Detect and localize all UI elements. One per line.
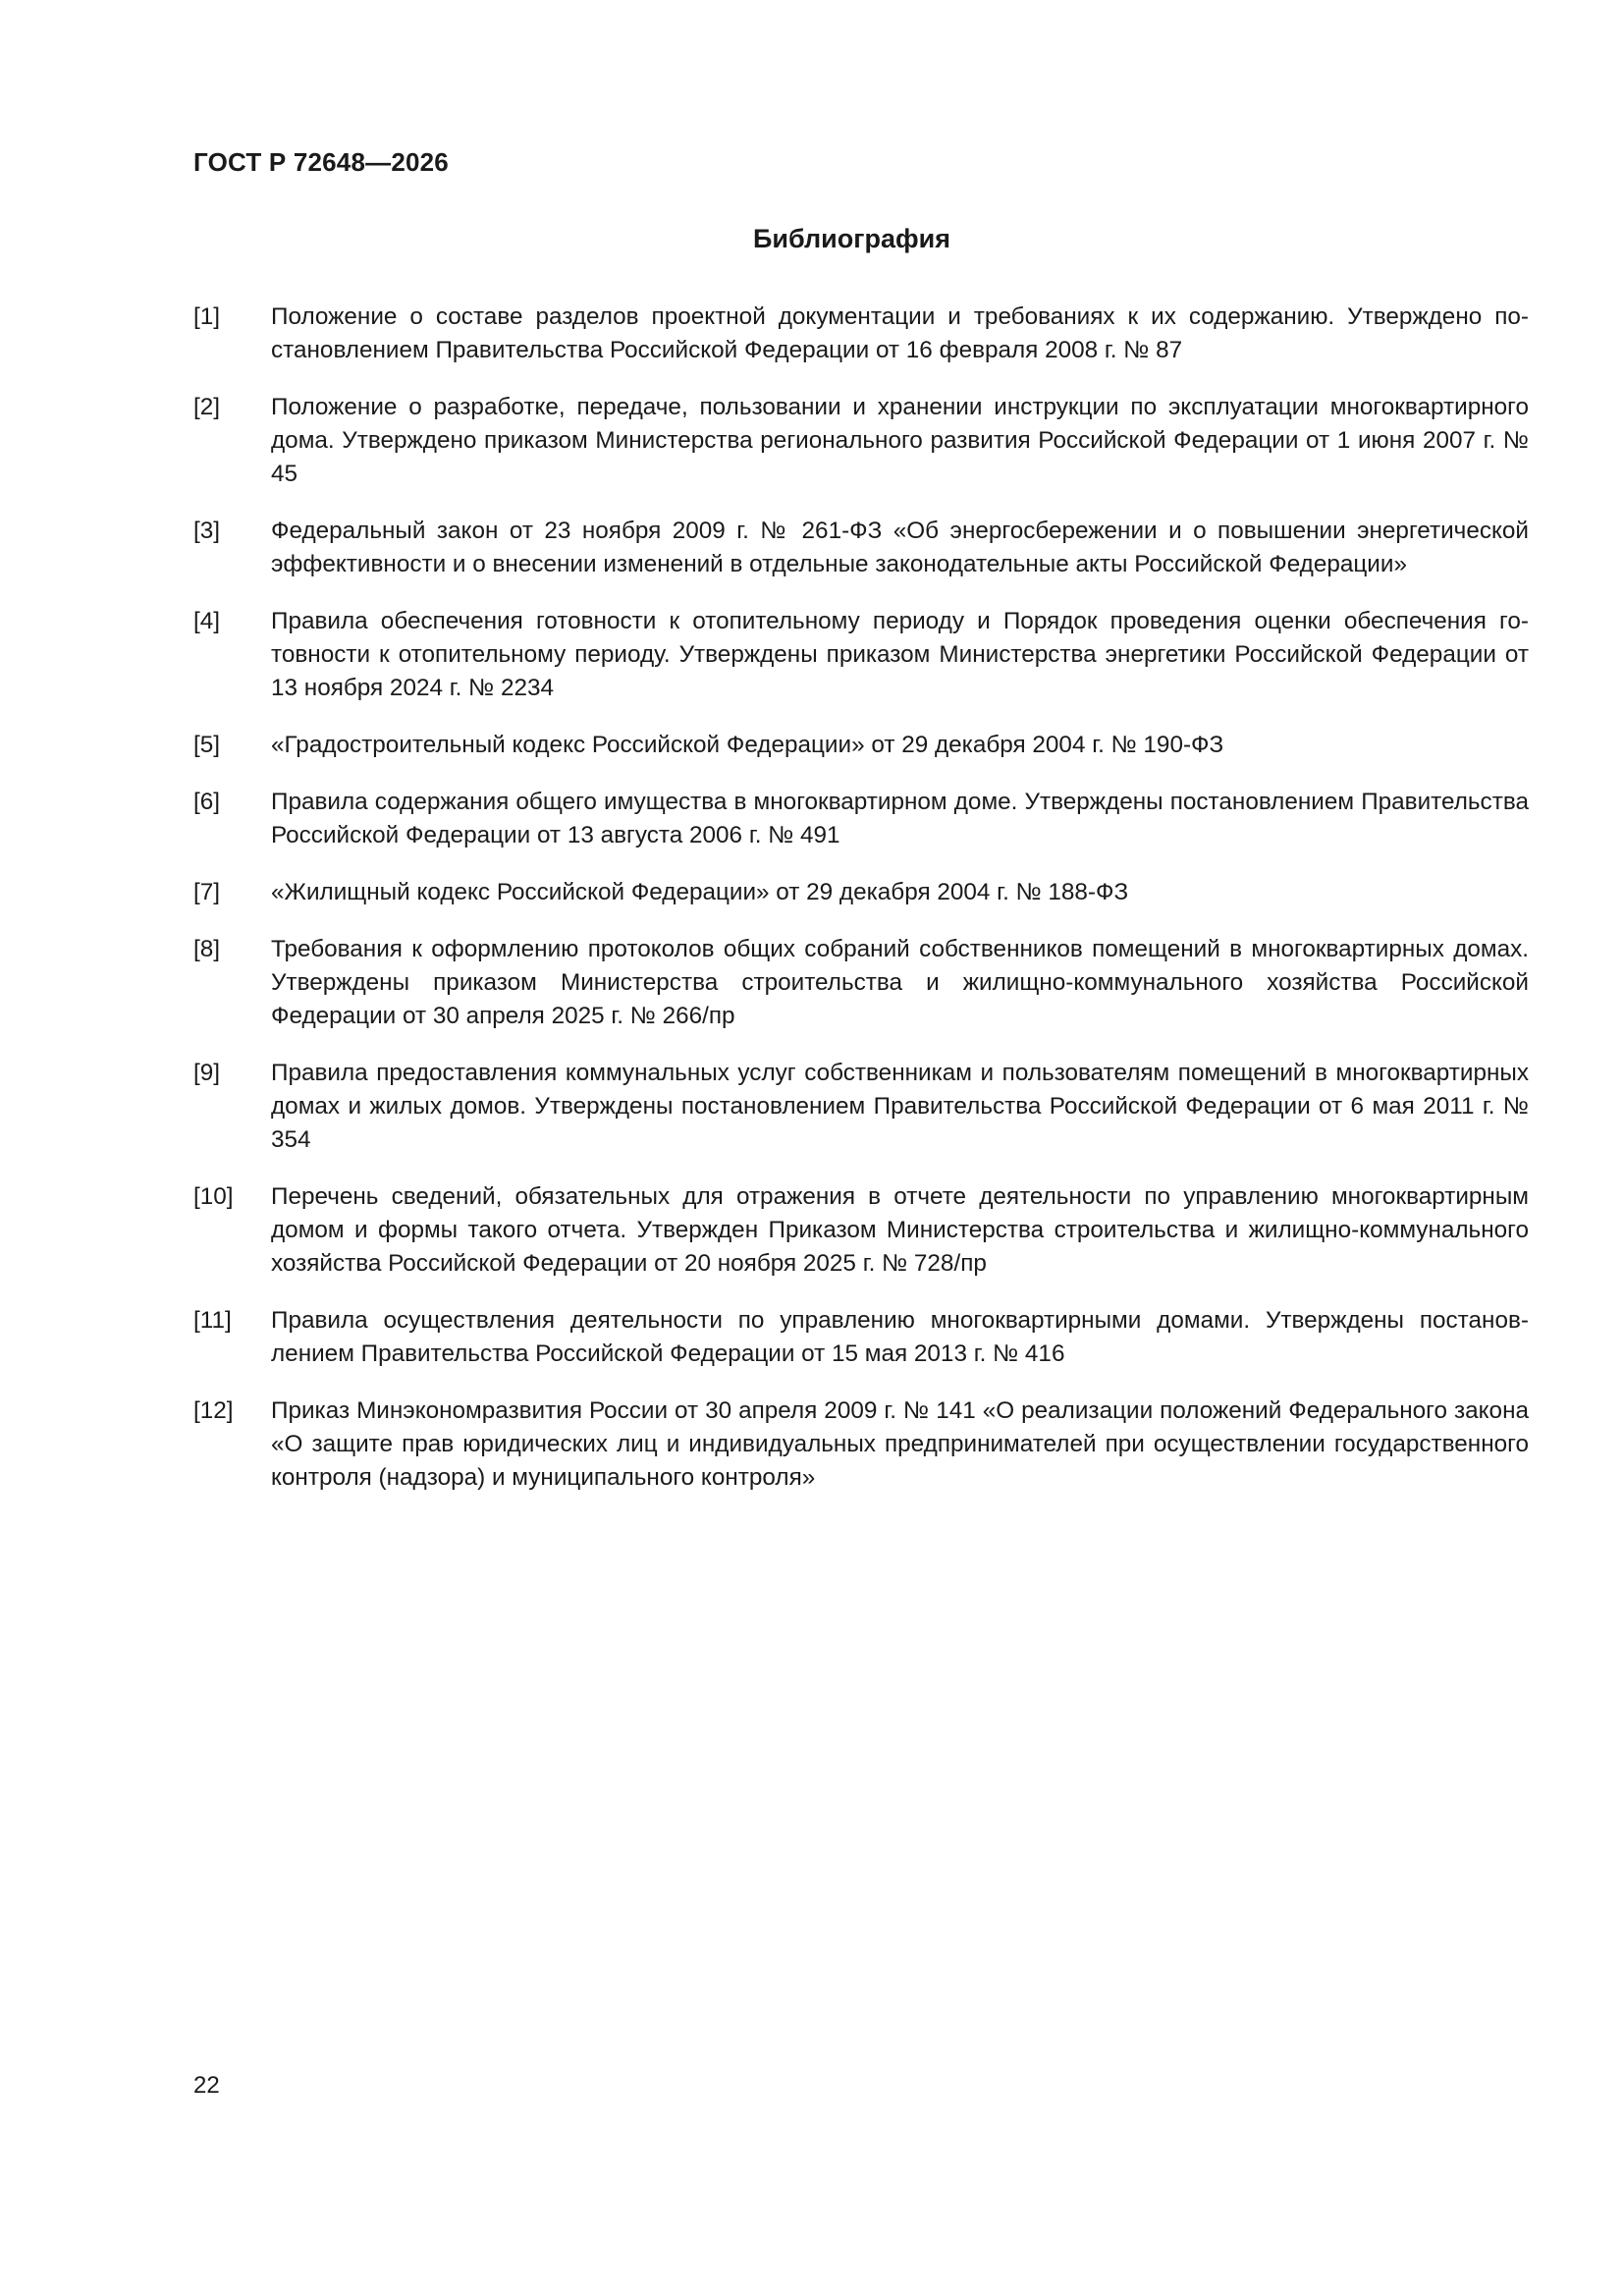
- document-code: ГОСТ Р 72648—2026: [193, 147, 449, 177]
- entry-text: «Жилищный кодекс Российской Федерации» от 29 декабря 2004 г. № 188-ФЗ: [271, 879, 1129, 905]
- entry-text: Федеральный закон от 23 ноября 2009 г. № 261-ФЗ «Об энергосбережении и о повышении энергетической эффективности и о внесении изменений в отдельные законодательные акты Российской Федерации»: [271, 518, 1529, 577]
- entry-number: [12]: [193, 1397, 234, 1424]
- entry-number: [2]: [193, 394, 221, 420]
- entry-number: [1]: [193, 303, 221, 330]
- entry-number: [5]: [193, 732, 221, 758]
- bibliography-entry: [193, 1394, 1529, 1495]
- entry-text: Положение о разработке, передаче, пользовании и хранении инструкции по эксплуатации многоквартирного дома. Утверждено приказом Министерства регионального развития Российской Федерации от 1 июня 2007 г. № 45: [271, 394, 1529, 487]
- entry-number: [11]: [193, 1307, 232, 1334]
- entry-text: Правила предоставления коммунальных услуг собственникам и пользователям помещений в многоквартирных домах и жилых домов. Утверждены постановлением Правительства Российской Федерации от 6 мая 2011 г. № 354: [271, 1060, 1529, 1153]
- bibliography-entry: [193, 301, 1529, 367]
- entry-text: Правила обеспечения готовности к отопительному периоду и Порядок проведения оценки обеспечения готовности к отопительному периоду. Утверждены приказом Министерства энергетики Российской Федерации от 13 ноября 2024 г. № 2234: [271, 608, 1529, 701]
- page-number: 22: [193, 2072, 220, 2099]
- bibliography-entry: [193, 1180, 1529, 1281]
- bibliography-entry: [193, 1304, 1529, 1371]
- entry-text: Правила осуществления деятельности по управлению многоквартирными домами. Утверждены постановлением Правительства Российской Федерации от 15 мая 2013 г. № 416: [271, 1307, 1529, 1367]
- bibliography-entry: [193, 605, 1529, 705]
- bibliography-entry: [193, 729, 1529, 762]
- bibliography-entry: [193, 876, 1529, 909]
- entry-number: [4]: [193, 608, 221, 634]
- bibliography-list: [193, 301, 1529, 1518]
- bibliography-entry: [193, 933, 1529, 1033]
- entry-text: «Градостроительный кодекс Российской Федерации» от 29 декабря 2004 г. № 190-ФЗ: [271, 732, 1224, 758]
- entry-text: Приказ Минэкономразвития России от 30 апреля 2009 г. № 141 «О реализации положений Федерального закона «О защите прав юридических лиц и индивидуальных предпринимателей при осуществлении государственного контроля (надзора) и муниципального контроля»: [271, 1397, 1529, 1491]
- entry-number: [6]: [193, 789, 221, 815]
- entry-text: Перечень сведений, обязательных для отражения в отчете деятельности по управлению многоквартирным домом и формы такого отчета. Утвержден Приказом Министерства строительства и жилищно-коммунального хозяйства Российской Федерации от 20 ноября 2025 г. № 728/пр: [271, 1183, 1529, 1277]
- entry-text: Требования к оформлению протоколов общих собраний собственников помещений в многоквартирных домах. Утверждены приказом Министерства строительства и жилищно-коммунального хозяйства Российской Федерации от 30 апреля 2025 г. № 266/пр: [271, 936, 1529, 1029]
- bibliography-entry: [193, 1057, 1529, 1157]
- section-title: Библиография: [753, 224, 950, 253]
- bibliography-entry: [193, 786, 1529, 852]
- entry-number: [8]: [193, 936, 221, 962]
- entry-number: [9]: [193, 1060, 221, 1086]
- bibliography-entry: [193, 515, 1529, 581]
- entry-number: [7]: [193, 879, 221, 905]
- entry-text: Положение о составе разделов проектной документации и требованиях к их содержанию. Утверждено постановлением Правительства Российской Федерации от 16 февраля 2008 г. № 87: [271, 303, 1529, 363]
- entry-number: [3]: [193, 518, 221, 544]
- entry-text: Правила содержания общего имущества в многоквартирном доме. Утверждены постановлением Правительства Российской Федерации от 13 августа 2006 г. № 491: [271, 789, 1529, 848]
- bibliography-entry: [193, 391, 1529, 491]
- entry-number: [10]: [193, 1183, 234, 1210]
